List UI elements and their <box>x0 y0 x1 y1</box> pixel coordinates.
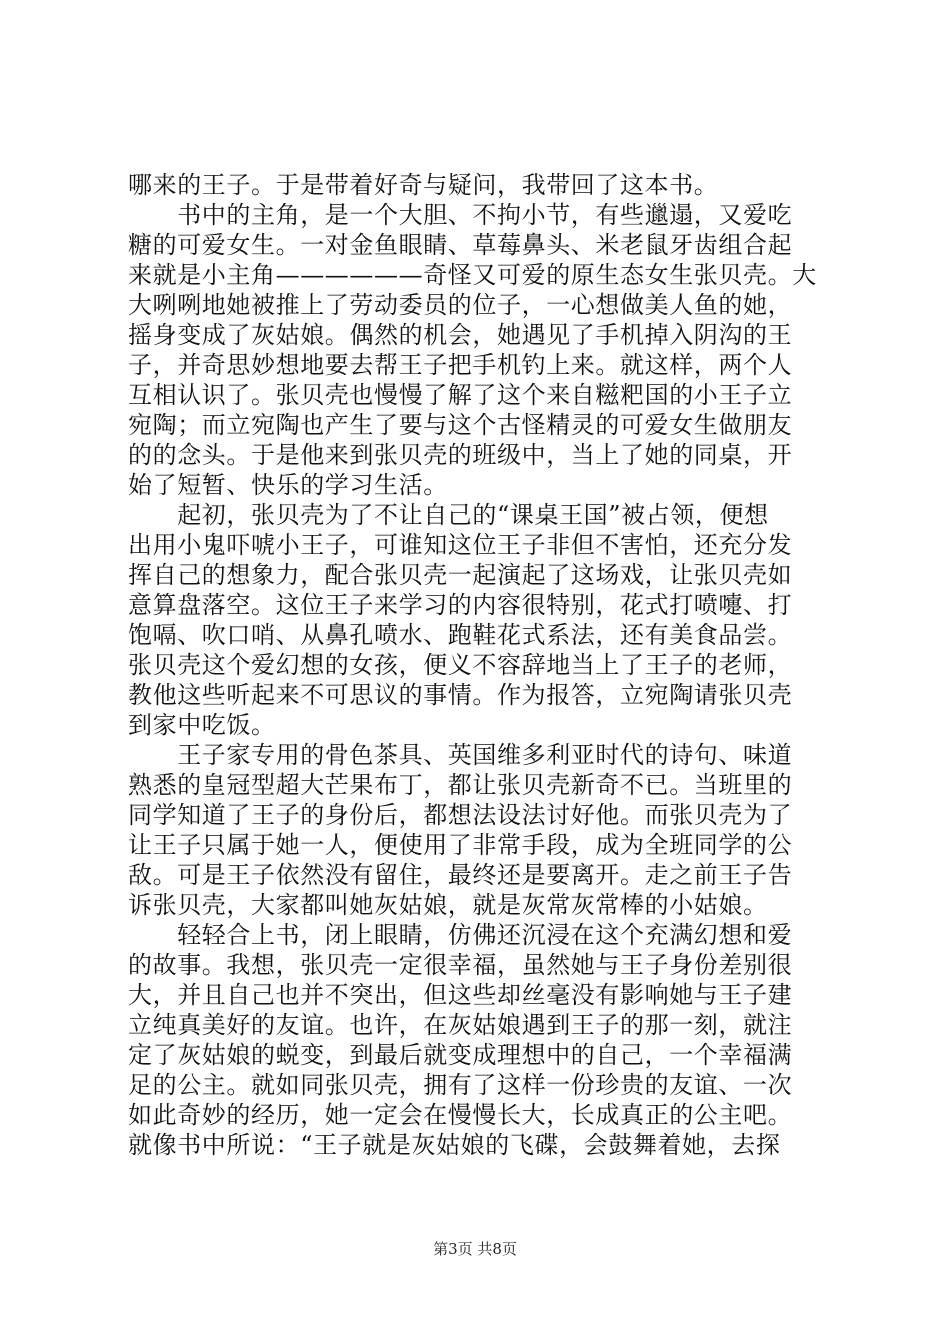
text-line: 教他这些听起来不可思议的事情。作为报答，立宛陶请张贝壳 <box>128 681 793 709</box>
text-line: 的的念头。于是他来到张贝壳的班级中，当上了她的同桌，开 <box>128 441 793 469</box>
text-line: 大咧咧地她被推上了劳动委员的位子，一心想做美人鱼的她， <box>128 291 793 319</box>
text-line: 到家中吃饭。 <box>128 711 276 739</box>
text-line: 饱嗝、吹口哨、从鼻孔喷水、跑鞋花式系法，还有美食品尝。 <box>128 621 793 649</box>
text-line: 来就是小主角——————奇怪又可爱的原生态女生张贝壳。大 <box>128 261 817 289</box>
text-line: 出用小鬼吓唬小王子，可谁知这位王子非但不害怕，还充分发 <box>128 531 793 559</box>
text-line: 哪来的王子。于是带着好奇与疑问，我带回了这本书。 <box>128 171 719 199</box>
text-line: 轻轻合上书，闭上眼睛，仿佛还沉浸在这个充满幻想和爱 <box>128 921 793 949</box>
text-line: 宛陶；而立宛陶也产生了要与这个古怪精灵的可爱女生做朋友 <box>128 411 793 439</box>
page-footer: 第3页 共8页 <box>433 1240 517 1258</box>
text-line: 让王子只属于她一人，便使用了非常手段，成为全班同学的公 <box>128 831 793 859</box>
text-line: 王子家专用的骨色茶具、英国维多利亚时代的诗句、味道 <box>128 741 793 769</box>
text-line: 始了短暂、快乐的学习生活。 <box>128 471 448 499</box>
text-line: 大，并且自己也并不突出，但这些却丝毫没有影响她与王子建 <box>128 981 793 1009</box>
text-line: 子，并奇思妙想地要去帮王子把手机钓上来。就这样，两个人 <box>128 351 793 379</box>
text-line: 意算盘落空。这位王子来学习的内容很特别，花式打喷嚏、打 <box>128 591 793 619</box>
text-line: 互相认识了。张贝壳也慢慢了解了这个来自糍粑国的小王子立 <box>128 381 793 409</box>
text-line: 立纯真美好的友谊。也许，在灰姑娘遇到王子的那一刻，就注 <box>128 1011 793 1039</box>
text-line: 的故事。我想，张贝壳一定很幸福，虽然她与王子身份差别很 <box>128 951 793 979</box>
text-line: 糖的可爱女生。一对金鱼眼睛、草莓鼻头、米老鼠牙齿组合起 <box>128 231 793 259</box>
text-line: 同学知道了王子的身份后，都想法设法讨好他。而张贝壳为了 <box>128 801 793 829</box>
text-line: 张贝壳这个爱幻想的女孩，便义不容辞地当上了王子的老师， <box>128 651 793 679</box>
text-line: 如此奇妙的经历，她一定会在慢慢长大，长成真正的公主吧。 <box>128 1101 793 1129</box>
text-line: 起初，张贝壳为了不让自己的“课桌王国”被占领，便想 <box>128 501 769 529</box>
text-line: 就像书中所说：“王子就是灰姑娘的飞碟，会鼓舞着她，去探 <box>128 1131 781 1159</box>
text-line: 书中的主角，是一个大胆、不拘小节，有些邋遢，又爱吃 <box>128 201 793 229</box>
text-line: 诉张贝壳，大家都叫她灰姑娘，就是灰常灰常棒的小姑娘。 <box>128 891 768 919</box>
text-line: 摇身变成了灰姑娘。偶然的机会，她遇见了手机掉入阴沟的王 <box>128 321 793 349</box>
text-line: 挥自己的想象力，配合张贝壳一起演起了这场戏，让张贝壳如 <box>128 561 793 589</box>
text-line: 敌。可是王子依然没有留住，最终还是要离开。走之前王子告 <box>128 861 793 889</box>
text-line: 足的公主。就如同张贝壳，拥有了这样一份珍贵的友谊、一次 <box>128 1071 793 1099</box>
text-line: 熟悉的皇冠型超大芒果布丁，都让张贝壳新奇不已。当班里的 <box>128 771 793 799</box>
body-text <box>128 170 828 1160</box>
text-line: 定了灰姑娘的蜕变，到最后就变成理想中的自己，一个幸福满 <box>128 1041 793 1069</box>
